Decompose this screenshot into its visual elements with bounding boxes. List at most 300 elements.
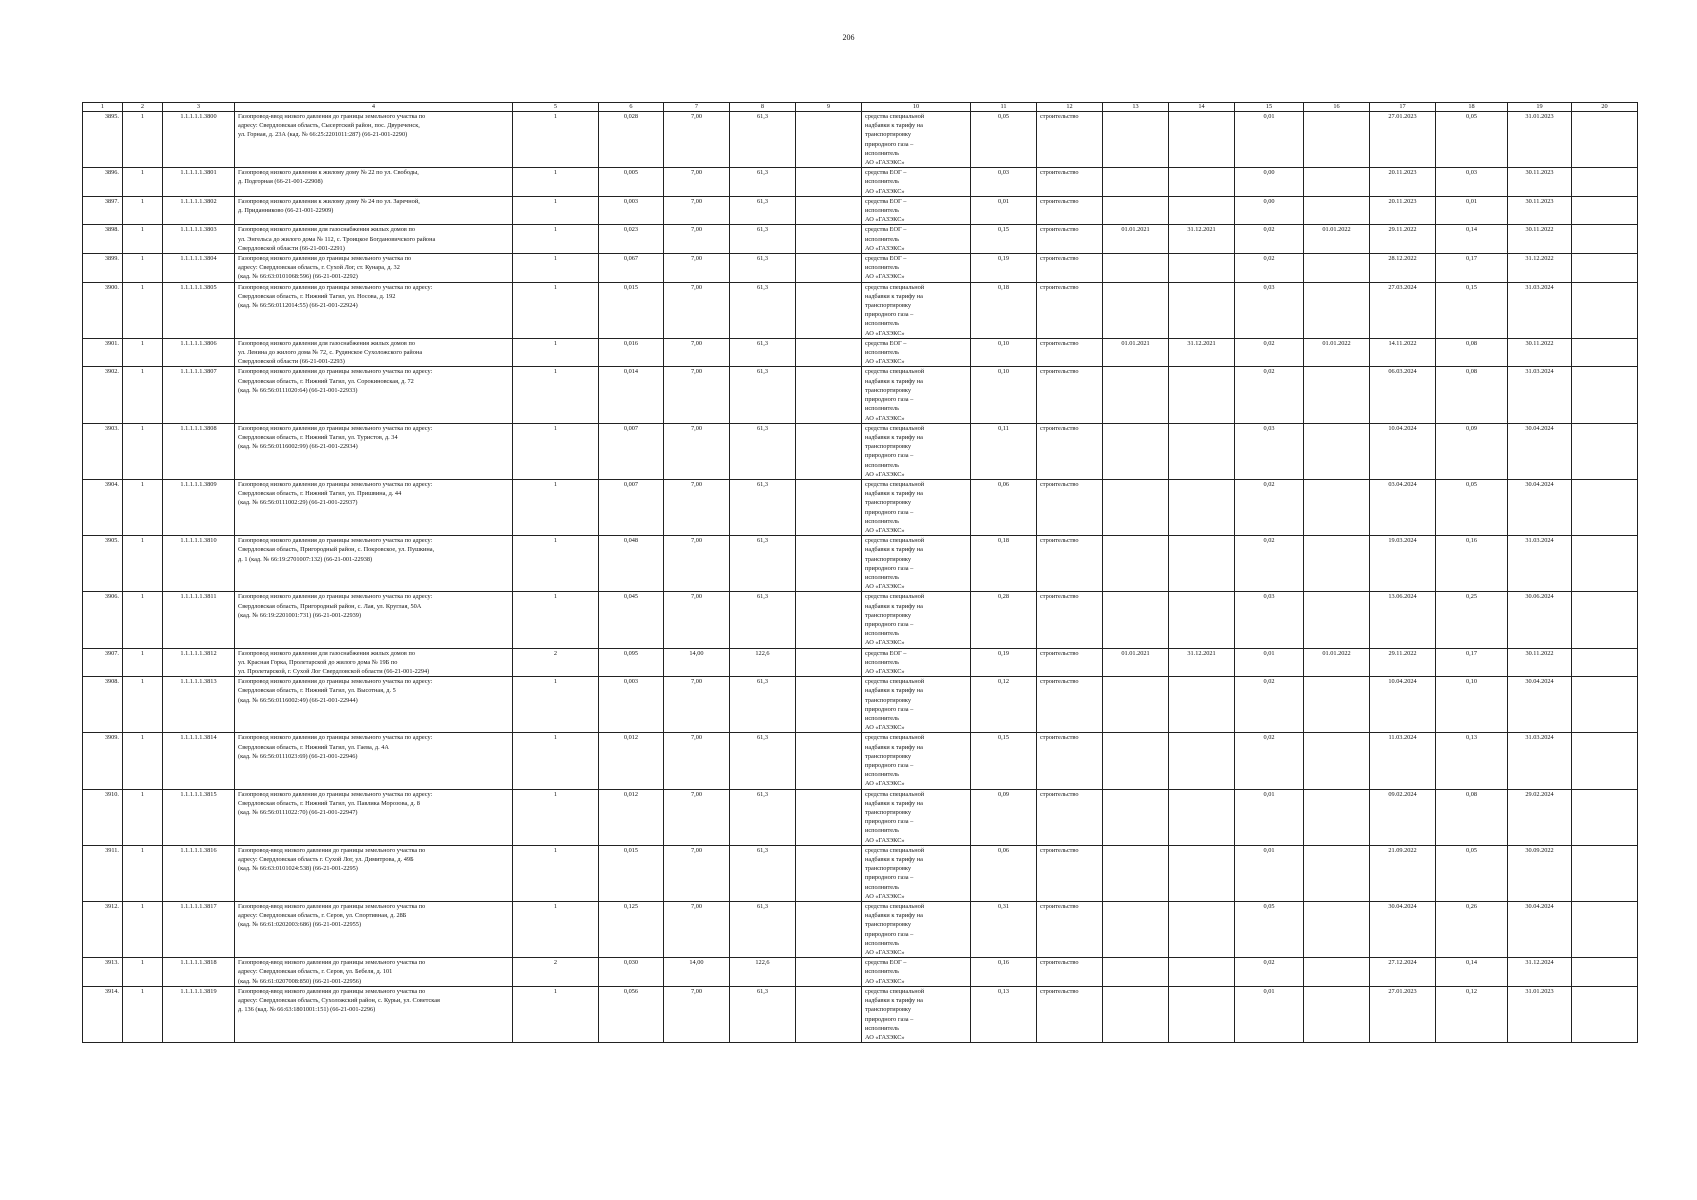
cell-c8: 61,3 xyxy=(730,367,796,423)
cell-name xyxy=(235,367,513,423)
cell-c11: 0,28 xyxy=(971,592,1037,648)
cell-c7: 7,00 xyxy=(664,845,730,901)
table-row xyxy=(83,282,1638,338)
cell-line: (кад. № 66:56:0111022:70) (66-21-001-22947) xyxy=(238,809,358,817)
cell-c17: 20.11.2023 xyxy=(1370,196,1436,225)
cell-line: надбавки к тарифу на xyxy=(865,490,923,498)
cell-c6: 0,012 xyxy=(599,733,664,789)
cell-c14 xyxy=(1169,196,1235,225)
cell-line: транспортировку xyxy=(865,865,912,873)
cell-c10 xyxy=(862,254,971,283)
cell-c5: 1 xyxy=(513,479,599,535)
cell-c11: 0,06 xyxy=(971,845,1037,901)
cell-c14 xyxy=(1169,592,1235,648)
cell-line: исполнитель xyxy=(865,349,900,357)
cell-line: средства ЕОГ – xyxy=(865,959,907,967)
cell-c10 xyxy=(862,677,971,733)
table-row xyxy=(83,902,1638,958)
cell-line: природного газа – xyxy=(865,620,914,628)
cell-c6: 0,016 xyxy=(599,338,664,367)
cell-line: Свердловская область, г. Нижний Тагил, ул. Гаева, д. 4А xyxy=(238,743,389,751)
cell-line: адресу: Свердловская область, г. Сухой Лог, ст. Кунара, д. 32 xyxy=(238,264,400,272)
cell-name xyxy=(235,168,513,197)
table-row xyxy=(83,648,1638,677)
cell-line: природного газа – xyxy=(865,1015,914,1023)
cell-c2: 1 xyxy=(123,282,163,338)
cell-line: АО «ГАЗЭКС» xyxy=(865,583,905,591)
cell-line: АО «ГАЗЭКС» xyxy=(865,724,905,732)
cell-c6: 0,048 xyxy=(599,536,664,592)
cell-c16 xyxy=(1304,168,1370,197)
cell-c10 xyxy=(862,282,971,338)
cell-line: (кад. № 66:56:0116002:99) (66-21-001-22934) xyxy=(238,443,358,451)
cell-c17: 13.06.2024 xyxy=(1370,592,1436,648)
cell-c19: 31.03.2024 xyxy=(1508,367,1572,423)
cell-line: транспортировку xyxy=(865,555,912,563)
cell-c19: 30.06.2024 xyxy=(1508,592,1572,648)
cell-c9 xyxy=(796,986,862,1042)
cell-c7: 7,00 xyxy=(664,112,730,168)
cell-name xyxy=(235,479,513,535)
cell-c20 xyxy=(1572,367,1638,423)
cell-c19: 31.01.2023 xyxy=(1508,112,1572,168)
cell-c11: 0,31 xyxy=(971,902,1037,958)
cell-c5: 1 xyxy=(513,282,599,338)
cell-name xyxy=(235,536,513,592)
cell-c5: 1 xyxy=(513,592,599,648)
cell-no: 3896. xyxy=(83,168,123,197)
cell-line: исполнитель xyxy=(865,715,900,722)
cell-line: Газопровод низкого давления до границы земельного участка по адресу: xyxy=(238,368,433,376)
cell-line: надбавки к тарифу на xyxy=(865,743,923,751)
cell-c12: строительство xyxy=(1037,225,1103,254)
cell-c19: 30.11.2022 xyxy=(1508,225,1572,254)
cell-line: Газопровод-ввод низкого давления до границы земельного участка по xyxy=(238,987,426,995)
cell-name xyxy=(235,254,513,283)
cell-c10 xyxy=(862,367,971,423)
cell-line: природного газа – xyxy=(865,564,914,572)
cell-c13 xyxy=(1103,423,1169,479)
cell-line: транспортировку xyxy=(865,386,912,394)
cell-c5: 1 xyxy=(513,986,599,1042)
cell-c13 xyxy=(1103,986,1169,1042)
cell-c12: строительство xyxy=(1037,196,1103,225)
cell-no: 3911. xyxy=(83,845,123,901)
cell-code: 1.1.1.1.1.3819 xyxy=(163,986,235,1042)
cell-line: средства специальной xyxy=(865,734,925,742)
cell-c10 xyxy=(862,845,971,901)
cell-c14 xyxy=(1169,789,1235,845)
cell-c2: 1 xyxy=(123,902,163,958)
cell-c11: 0,15 xyxy=(971,733,1037,789)
cell-c14 xyxy=(1169,254,1235,283)
column-header-11: 11 xyxy=(971,103,1037,112)
cell-line: АО «ГАЗЭКС» xyxy=(865,187,905,195)
cell-code: 1.1.1.1.1.3817 xyxy=(163,902,235,958)
cell-c9 xyxy=(796,845,862,901)
cell-c15: 0,05 xyxy=(1235,902,1304,958)
cell-c6: 0,007 xyxy=(599,479,664,535)
cell-line: Газопровод низкого давления до границы земельного участка по адресу: xyxy=(238,537,433,545)
cell-c9 xyxy=(796,479,862,535)
cell-c17: 19.03.2024 xyxy=(1370,536,1436,592)
table-header xyxy=(83,103,1638,112)
cell-code: 1.1.1.1.1.3811 xyxy=(163,592,235,648)
cell-c9 xyxy=(796,338,862,367)
cell-line: АО «ГАЗЭКС» xyxy=(865,216,905,224)
cell-line: (кад. № 66:63:0101024:538) (66-21-001-2295) xyxy=(238,865,358,873)
cell-c16 xyxy=(1304,112,1370,168)
cell-line: АО «ГАЗЭКС» xyxy=(865,244,905,252)
cell-c19: 31.03.2024 xyxy=(1508,733,1572,789)
cell-no: 3914. xyxy=(83,986,123,1042)
cell-code: 1.1.1.1.1.3803 xyxy=(163,225,235,254)
cell-c19: 30.11.2023 xyxy=(1508,196,1572,225)
cell-line: средства специальной xyxy=(865,593,925,601)
cell-c13 xyxy=(1103,733,1169,789)
cell-c2: 1 xyxy=(123,479,163,535)
cell-c8: 61,3 xyxy=(730,845,796,901)
cell-c18: 0,14 xyxy=(1436,958,1508,987)
cell-line: средства ЕОГ – xyxy=(865,226,907,234)
cell-c2: 1 xyxy=(123,986,163,1042)
cell-name xyxy=(235,196,513,225)
cell-line: (кад. № 66:56:0111020:64) (66-21-001-22933) xyxy=(238,386,358,394)
cell-c16: 01.01.2022 xyxy=(1304,225,1370,254)
cell-c9 xyxy=(796,592,862,648)
cell-code: 1.1.1.1.1.3804 xyxy=(163,254,235,283)
cell-c17: 21.09.2022 xyxy=(1370,845,1436,901)
cell-c9 xyxy=(796,677,862,733)
cell-c2: 1 xyxy=(123,789,163,845)
cell-line: транспортировку xyxy=(865,131,912,139)
cell-c10 xyxy=(862,648,971,677)
column-header-2: 2 xyxy=(123,103,163,112)
cell-no: 3901. xyxy=(83,338,123,367)
cell-line: Газопровод низкого давления до границы земельного участка по адресу: xyxy=(238,790,433,798)
cell-line: природного газа – xyxy=(865,705,914,713)
cell-code: 1.1.1.1.1.3810 xyxy=(163,536,235,592)
cell-line: природного газа – xyxy=(865,140,914,148)
cell-c11: 0,18 xyxy=(971,536,1037,592)
cell-code: 1.1.1.1.1.3814 xyxy=(163,733,235,789)
column-header-17: 17 xyxy=(1370,103,1436,112)
cell-line: АО «ГАЗЭКС» xyxy=(865,414,905,422)
cell-c13: 01.01.2021 xyxy=(1103,225,1169,254)
cell-c12: строительство xyxy=(1037,677,1103,733)
cell-c17: 29.11.2022 xyxy=(1370,225,1436,254)
cell-line: средства специальной xyxy=(865,480,925,488)
cell-c16 xyxy=(1304,254,1370,283)
cell-c13 xyxy=(1103,677,1169,733)
cell-line: АО «ГАЗЭКС» xyxy=(865,949,905,957)
cell-line: надбавки к тарифу на xyxy=(865,122,923,130)
cell-line: транспортировку xyxy=(865,443,912,451)
cell-line: адресу: Свердловская область, г. Серов, ул. Бебеля, д. 101 xyxy=(238,968,393,976)
table-row xyxy=(83,479,1638,535)
cell-c12: строительство xyxy=(1037,958,1103,987)
cell-c15: 0,03 xyxy=(1235,423,1304,479)
cell-c14 xyxy=(1169,733,1235,789)
cell-c20 xyxy=(1572,986,1638,1042)
cell-c16 xyxy=(1304,479,1370,535)
cell-c5: 1 xyxy=(513,168,599,197)
cell-c16 xyxy=(1304,423,1370,479)
cell-c18: 0,14 xyxy=(1436,225,1508,254)
cell-line: природного газа – xyxy=(865,311,914,319)
table-row xyxy=(83,423,1638,479)
cell-line: Свердловская область, г. Нижний Тагил, ул. Пришвина, д. 44 xyxy=(238,490,402,498)
cell-line: Газопровод-ввод низкого давления до границы земельного участка по xyxy=(238,903,426,911)
cell-c11: 0,03 xyxy=(971,168,1037,197)
cell-line: АО «ГАЗЭКС» xyxy=(865,977,905,985)
cell-line: д. Подгорная (66-21-001-22908) xyxy=(238,178,323,186)
cell-c16: 01.01.2022 xyxy=(1304,338,1370,367)
cell-c14 xyxy=(1169,168,1235,197)
cell-c6: 0,023 xyxy=(599,225,664,254)
cell-c7: 7,00 xyxy=(664,338,730,367)
cell-c14 xyxy=(1169,986,1235,1042)
cell-line: Газопровод низкого давления до границы земельного участка по адресу: xyxy=(238,678,433,686)
cell-line: (кад. № 66:56:0116002:49) (66-21-001-22944) xyxy=(238,696,358,704)
cell-line: Газопровод низкого давления до границы земельного участка по адресу: xyxy=(238,593,433,601)
cell-c2: 1 xyxy=(123,254,163,283)
cell-c20 xyxy=(1572,536,1638,592)
cell-c18: 0,17 xyxy=(1436,648,1508,677)
cell-c2: 1 xyxy=(123,592,163,648)
cell-c19: 31.12.2022 xyxy=(1508,254,1572,283)
cell-c19: 30.11.2022 xyxy=(1508,648,1572,677)
column-header-16: 16 xyxy=(1304,103,1370,112)
cell-line: Газопровод низкого давления к жилому дому № 22 по ул. Свободы, xyxy=(238,169,419,177)
cell-c18: 0,05 xyxy=(1436,479,1508,535)
cell-c9 xyxy=(796,367,862,423)
cell-line: исполнитель xyxy=(865,461,900,469)
cell-line: ул. Энгельса до жилого дома № 112, с. Троицкое Богдановичского района xyxy=(238,235,436,243)
cell-code: 1.1.1.1.1.3806 xyxy=(163,338,235,367)
cell-no: 3898. xyxy=(83,225,123,254)
cell-c8: 61,3 xyxy=(730,536,796,592)
cell-c6: 0,125 xyxy=(599,902,664,958)
cell-c16: 01.01.2022 xyxy=(1304,648,1370,677)
cell-line: исполнитель xyxy=(865,517,900,525)
cell-c17: 28.12.2022 xyxy=(1370,254,1436,283)
cell-line: исполнитель xyxy=(865,827,900,835)
cell-c2: 1 xyxy=(123,958,163,987)
cell-c16 xyxy=(1304,367,1370,423)
cell-c12: строительство xyxy=(1037,648,1103,677)
cell-c6: 0,056 xyxy=(599,986,664,1042)
cell-c20 xyxy=(1572,789,1638,845)
cell-c18: 0,26 xyxy=(1436,902,1508,958)
cell-c13: 01.01.2021 xyxy=(1103,648,1169,677)
cell-c2: 1 xyxy=(123,648,163,677)
cell-code: 1.1.1.1.1.3812 xyxy=(163,648,235,677)
cell-line: исполнитель xyxy=(865,771,900,779)
cell-c20 xyxy=(1572,282,1638,338)
cell-line: природного газа – xyxy=(865,396,914,404)
cell-c9 xyxy=(796,958,862,987)
cell-c19: 30.04.2024 xyxy=(1508,902,1572,958)
cell-line: надбавки к тарифу на xyxy=(865,602,923,610)
cell-c9 xyxy=(796,225,862,254)
cell-line: Свердловская область, г. Нижний Тагил, ул. Туристов, д. 34 xyxy=(238,433,398,441)
cell-c7: 7,00 xyxy=(664,902,730,958)
cell-c8: 61,3 xyxy=(730,479,796,535)
cell-c19: 29.02.2024 xyxy=(1508,789,1572,845)
cell-line: средства специальной xyxy=(865,113,925,120)
cell-line: средства ЕОГ – xyxy=(865,339,907,347)
cell-line: транспортировку xyxy=(865,499,912,507)
cell-name xyxy=(235,338,513,367)
cell-line: ул. Пролетарской, г. Сухой Лог Свердловской области (66-21-001-2294) xyxy=(238,667,430,675)
cell-line: АО «ГАЗЭКС» xyxy=(865,1033,905,1041)
cell-c6: 0,007 xyxy=(599,423,664,479)
cell-c17: 30.04.2024 xyxy=(1370,902,1436,958)
cell-c6: 0,005 xyxy=(599,168,664,197)
table-row xyxy=(83,225,1638,254)
cell-no: 3907. xyxy=(83,648,123,677)
cell-code: 1.1.1.1.1.3818 xyxy=(163,958,235,987)
cell-line: Газопровод низкого давления для газоснабжения жилых домов по xyxy=(238,339,415,347)
cell-c2: 1 xyxy=(123,677,163,733)
cell-line: адресу: Свердловская область, Сысертский район, пос. Двуреченск, xyxy=(238,122,420,130)
cell-name xyxy=(235,112,513,168)
cell-line: исполнитель xyxy=(865,658,900,666)
cell-c19: 30.04.2024 xyxy=(1508,677,1572,733)
cell-no: 3902. xyxy=(83,367,123,423)
cell-line: АО «ГАЗЭКС» xyxy=(865,159,905,167)
cell-no: 3913. xyxy=(83,958,123,987)
cell-c7: 7,00 xyxy=(664,733,730,789)
cell-line: исполнитель xyxy=(865,630,900,638)
cell-c13 xyxy=(1103,112,1169,168)
cell-line: природного газа – xyxy=(865,930,914,938)
cell-c10 xyxy=(862,902,971,958)
column-header-6: 6 xyxy=(599,103,664,112)
cell-c15: 0,02 xyxy=(1235,367,1304,423)
cell-c15: 0,02 xyxy=(1235,479,1304,535)
cell-line: надбавки к тарифу на xyxy=(865,856,923,864)
cell-no: 3899. xyxy=(83,254,123,283)
cell-line: средства специальной xyxy=(865,368,925,376)
cell-code: 1.1.1.1.1.3815 xyxy=(163,789,235,845)
cell-c18: 0,08 xyxy=(1436,338,1508,367)
cell-c12: строительство xyxy=(1037,112,1103,168)
cell-line: транспортировку xyxy=(865,809,912,817)
cell-line: надбавки к тарифу на xyxy=(865,687,923,695)
cell-line: исполнитель xyxy=(865,235,900,243)
cell-line: исполнитель xyxy=(865,149,900,157)
table-row xyxy=(83,112,1638,168)
column-header-4: 4 xyxy=(235,103,513,112)
table-row xyxy=(83,958,1638,987)
cell-line: д. 1 (кад. № 66:19:2701007:132) (66-21-001-22938) xyxy=(238,555,373,563)
cell-line: надбавки к тарифу на xyxy=(865,433,923,441)
cell-line: средства ЕОГ – xyxy=(865,255,907,263)
cell-c10 xyxy=(862,112,971,168)
cell-c12: строительство xyxy=(1037,479,1103,535)
cell-c11: 0,18 xyxy=(971,282,1037,338)
cell-line: (кад. № 66:56:0111023:69) (66-21-001-22946) xyxy=(238,752,358,760)
cell-c15: 0,02 xyxy=(1235,958,1304,987)
cell-c2: 1 xyxy=(123,225,163,254)
cell-c11: 0,10 xyxy=(971,367,1037,423)
cell-c15: 0,03 xyxy=(1235,592,1304,648)
cell-c13 xyxy=(1103,254,1169,283)
cell-line: АО «ГАЗЭКС» xyxy=(865,780,905,788)
cell-c9 xyxy=(796,789,862,845)
cell-c12: строительство xyxy=(1037,367,1103,423)
cell-name xyxy=(235,648,513,677)
cell-no: 3904. xyxy=(83,479,123,535)
cell-c9 xyxy=(796,536,862,592)
table-row xyxy=(83,677,1638,733)
cell-name xyxy=(235,958,513,987)
cell-c18: 0,25 xyxy=(1436,592,1508,648)
cell-line: Свердловская область, г. Нижний Тагил, ул. Высотная, д. 5 xyxy=(238,687,396,695)
cell-c20 xyxy=(1572,196,1638,225)
cell-line: Газопровод-ввод низкого давления до границы земельного участка по xyxy=(238,959,426,967)
cell-c7: 7,00 xyxy=(664,479,730,535)
cell-c19: 30.04.2024 xyxy=(1508,423,1572,479)
cell-code: 1.1.1.1.1.3816 xyxy=(163,845,235,901)
cell-c10 xyxy=(862,168,971,197)
cell-no: 3895. xyxy=(83,112,123,168)
cell-c10 xyxy=(862,479,971,535)
cell-c6: 0,003 xyxy=(599,196,664,225)
cell-c14 xyxy=(1169,479,1235,535)
cell-c8: 61,3 xyxy=(730,986,796,1042)
cell-c7: 7,00 xyxy=(664,367,730,423)
cell-c17: 11.03.2024 xyxy=(1370,733,1436,789)
cell-c7: 7,00 xyxy=(664,168,730,197)
cell-c18: 0,05 xyxy=(1436,845,1508,901)
cell-line: ул. Горная, д. 23А (кад. № 66:25:2201011:287) (66-21-001-2290) xyxy=(238,131,408,139)
cell-c7: 7,00 xyxy=(664,423,730,479)
cell-line: АО «ГАЗЭКС» xyxy=(865,639,905,647)
cell-c10 xyxy=(862,196,971,225)
cell-c7: 7,00 xyxy=(664,536,730,592)
cell-line: исполнитель xyxy=(865,1024,900,1032)
cell-c18: 0,08 xyxy=(1436,367,1508,423)
cell-c20 xyxy=(1572,338,1638,367)
cell-line: исполнитель xyxy=(865,573,900,581)
cell-name xyxy=(235,986,513,1042)
cell-code: 1.1.1.1.1.3807 xyxy=(163,367,235,423)
cell-line: исполнитель xyxy=(865,207,900,215)
cell-no: 3912. xyxy=(83,902,123,958)
cell-line: природного газа – xyxy=(865,452,914,460)
cell-c5: 1 xyxy=(513,338,599,367)
cell-c7: 7,00 xyxy=(664,254,730,283)
cell-line: надбавки к тарифу на xyxy=(865,292,923,300)
cell-line: транспортировку xyxy=(865,696,912,704)
cell-c11: 0,09 xyxy=(971,789,1037,845)
cell-c11: 0,19 xyxy=(971,254,1037,283)
cell-c13 xyxy=(1103,902,1169,958)
cell-c19: 31.03.2024 xyxy=(1508,282,1572,338)
cell-c11: 0,13 xyxy=(971,986,1037,1042)
cell-line: (кад. № 66:63:0101068:596) (66-21-001-2292) xyxy=(238,273,358,281)
cell-c17: 27.01.2023 xyxy=(1370,986,1436,1042)
cell-c14 xyxy=(1169,902,1235,958)
cell-c16 xyxy=(1304,677,1370,733)
column-header-1: 1 xyxy=(83,103,123,112)
cell-c11: 0,19 xyxy=(971,648,1037,677)
cell-c2: 1 xyxy=(123,196,163,225)
table-row xyxy=(83,845,1638,901)
